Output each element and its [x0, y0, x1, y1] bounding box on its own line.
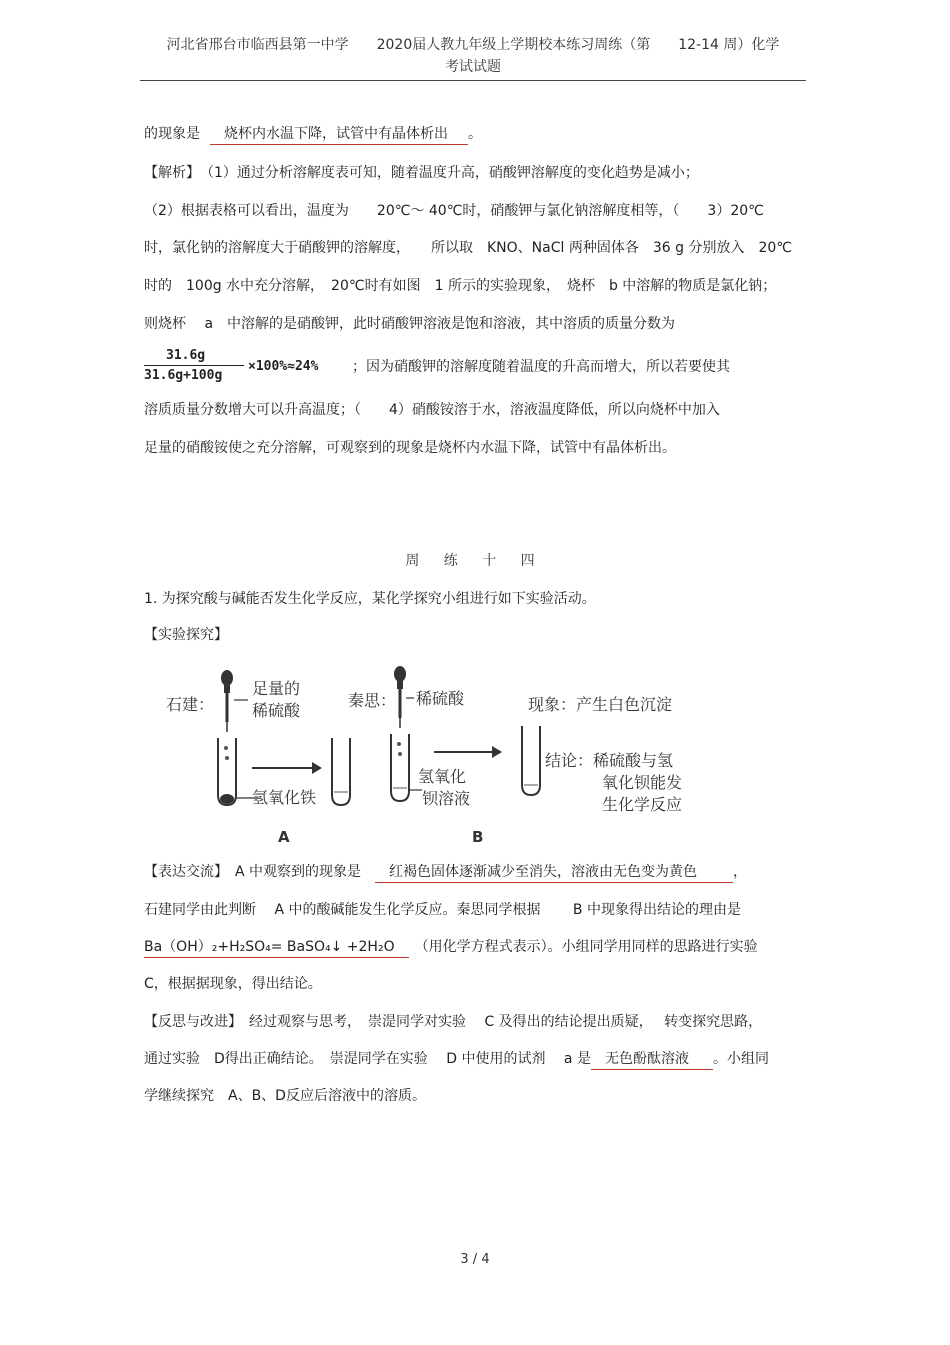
label-conclusion-1: 结论：稀硫酸与氢 [545, 751, 674, 770]
reflect-prefix: 通过实验 D得出正确结论。 崇湜同学在实验 D 中使用的试剂 a 是 [144, 1051, 591, 1067]
page-header [140, 34, 806, 81]
header-title-line2: 考试试题 [445, 59, 501, 75]
dropper-a [221, 670, 233, 732]
question-1-line-2: 石建同学由此判断 A 中的酸碱能发生化学反应。秦思同学根据 B 中现象得出结论的理由是 [144, 902, 741, 918]
label-acid-a-1: 足量的 [252, 679, 301, 698]
test-tube-a [218, 738, 236, 805]
prev-answer-line [144, 124, 482, 145]
prev-answer-prefix: 的现象是 [144, 126, 200, 142]
section-title: 周 练 十 四 [405, 553, 545, 569]
label-a: A [278, 828, 290, 846]
label-acid-b: 稀硫酸 [416, 689, 465, 708]
label-base-b-2: 钡溶液 [422, 789, 471, 808]
arrow-b [434, 746, 502, 758]
analysis-line-6: ；因为硝酸钾的溶解度随着温度的升高而增大，所以若要使其 [352, 359, 730, 375]
test-tube-b [391, 734, 409, 801]
answer-blank-a-phenomenon: 红褐色固体逐渐减少至消失，溶液由无色变为黄色 [375, 862, 733, 883]
label-qinsi: 秦思： [348, 691, 397, 710]
experiment-figure [160, 660, 720, 850]
reflect-line-2 [144, 1049, 769, 1070]
label-base-a: 氢氧化铁 [252, 788, 317, 807]
experiment-tag: 【实验探究】 [144, 627, 228, 643]
analysis-line-2: （2）根据表格可以看出，温度为 20℃～ 40℃时，硝酸钾与氯化钠溶解度相等，（ 3）20℃ [144, 203, 764, 219]
fraction-numerator: 31.6g [166, 348, 206, 363]
reflect-line-1: 【反思与改进】 经过观察与思考， 崇湜同学对实验 C 及得出的结论提出质疑， 转变探究思路， [144, 1014, 763, 1030]
express-prefix: 【表达交流】 A 中观察到的现象是 [144, 864, 362, 880]
fraction-denominator: 31.6g+100g [144, 368, 223, 383]
express-suffix: ， [733, 864, 748, 880]
answer-blank-phenomenon: 烧杯内水温下降，试管中有晶体析出 [210, 124, 468, 145]
label-conclusion-2: 氧化钡能发 [602, 773, 683, 792]
answer-blank-equation: Ba（OH）₂+H₂SO₄= BaSO₄↓ +2H₂O [144, 937, 409, 958]
header-title-line1: 河北省邢台市临西县第一中学 2020届人教九年级上学期校本练习周练（第 12-14 周）化学 [166, 37, 780, 53]
test-tube-a-result [332, 738, 350, 805]
answer-blank-reagent: 无色酚酞溶液 [591, 1049, 713, 1070]
fraction-bar [144, 365, 244, 366]
analysis-line-4: 时的 100g 水中充分溶解， 20℃时有如图 1 所示的实验现象， 烧杯 b 中溶解的物质是氯化钠； [144, 278, 777, 294]
analysis-line-8: 足量的硝酸铵使之充分溶解，可观察到的现象是烧杯内水温下降，试管中有晶体析出。 [144, 440, 676, 456]
label-b: B [472, 828, 484, 846]
analysis-line-7: 溶质质量分数增大可以升高温度；（ 4）硝酸铵溶于水，溶液温度降低，所以向烧杯中加入 [144, 402, 720, 418]
experiment-diagram [160, 660, 720, 850]
label-base-b-1: 氢氧化 [418, 767, 467, 786]
express-line [144, 862, 747, 883]
analysis-line-3: 时，氯化钠的溶解度大于硝酸钾的溶解度， 所以取 KNO、NaCl 两种固体各 36 g 分别放入 20℃ [144, 240, 792, 256]
analysis-line-1: 【解析】 （1）通过分析溶解度表可知，随着温度升高，硝酸钾溶解度的变化趋势是减小； [144, 165, 699, 181]
equation-line [144, 937, 758, 958]
reflect-line-3: 学继续探究 A、B、D反应后溶液中的溶质。 [144, 1088, 426, 1104]
test-tube-b-result [522, 726, 540, 795]
fraction-result: ×100%≈24% [248, 359, 319, 374]
analysis-line-5: 则烧杯 a 中溶解的是硝酸钾，此时硝酸钾溶液是饱和溶液，其中溶质的质量分数为 [144, 316, 676, 332]
reflect-suffix: 。小组同 [712, 1051, 769, 1067]
mass-fraction-formula [144, 348, 364, 388]
prev-answer-suffix: 。 [468, 126, 482, 142]
page-number: 3 / 4 [460, 1252, 490, 1267]
label-acid-a-2: 稀硫酸 [252, 701, 301, 720]
label-phenomenon: 现象：产生白色沉淀 [528, 695, 673, 714]
arrow-a [252, 762, 322, 774]
question-1-line-4: C，根据据现象，得出结论。 [144, 976, 322, 992]
question-1-stem: 1. 为探究酸与碱能否发生化学反应，某化学探究小组进行如下实验活动。 [144, 591, 596, 607]
label-shijian: 石建： [166, 695, 215, 714]
equation-suffix: （用化学方程式表示）。小组同学用同样的思路进行实验 [414, 939, 758, 955]
label-conclusion-3: 生化学反应 [602, 795, 683, 814]
